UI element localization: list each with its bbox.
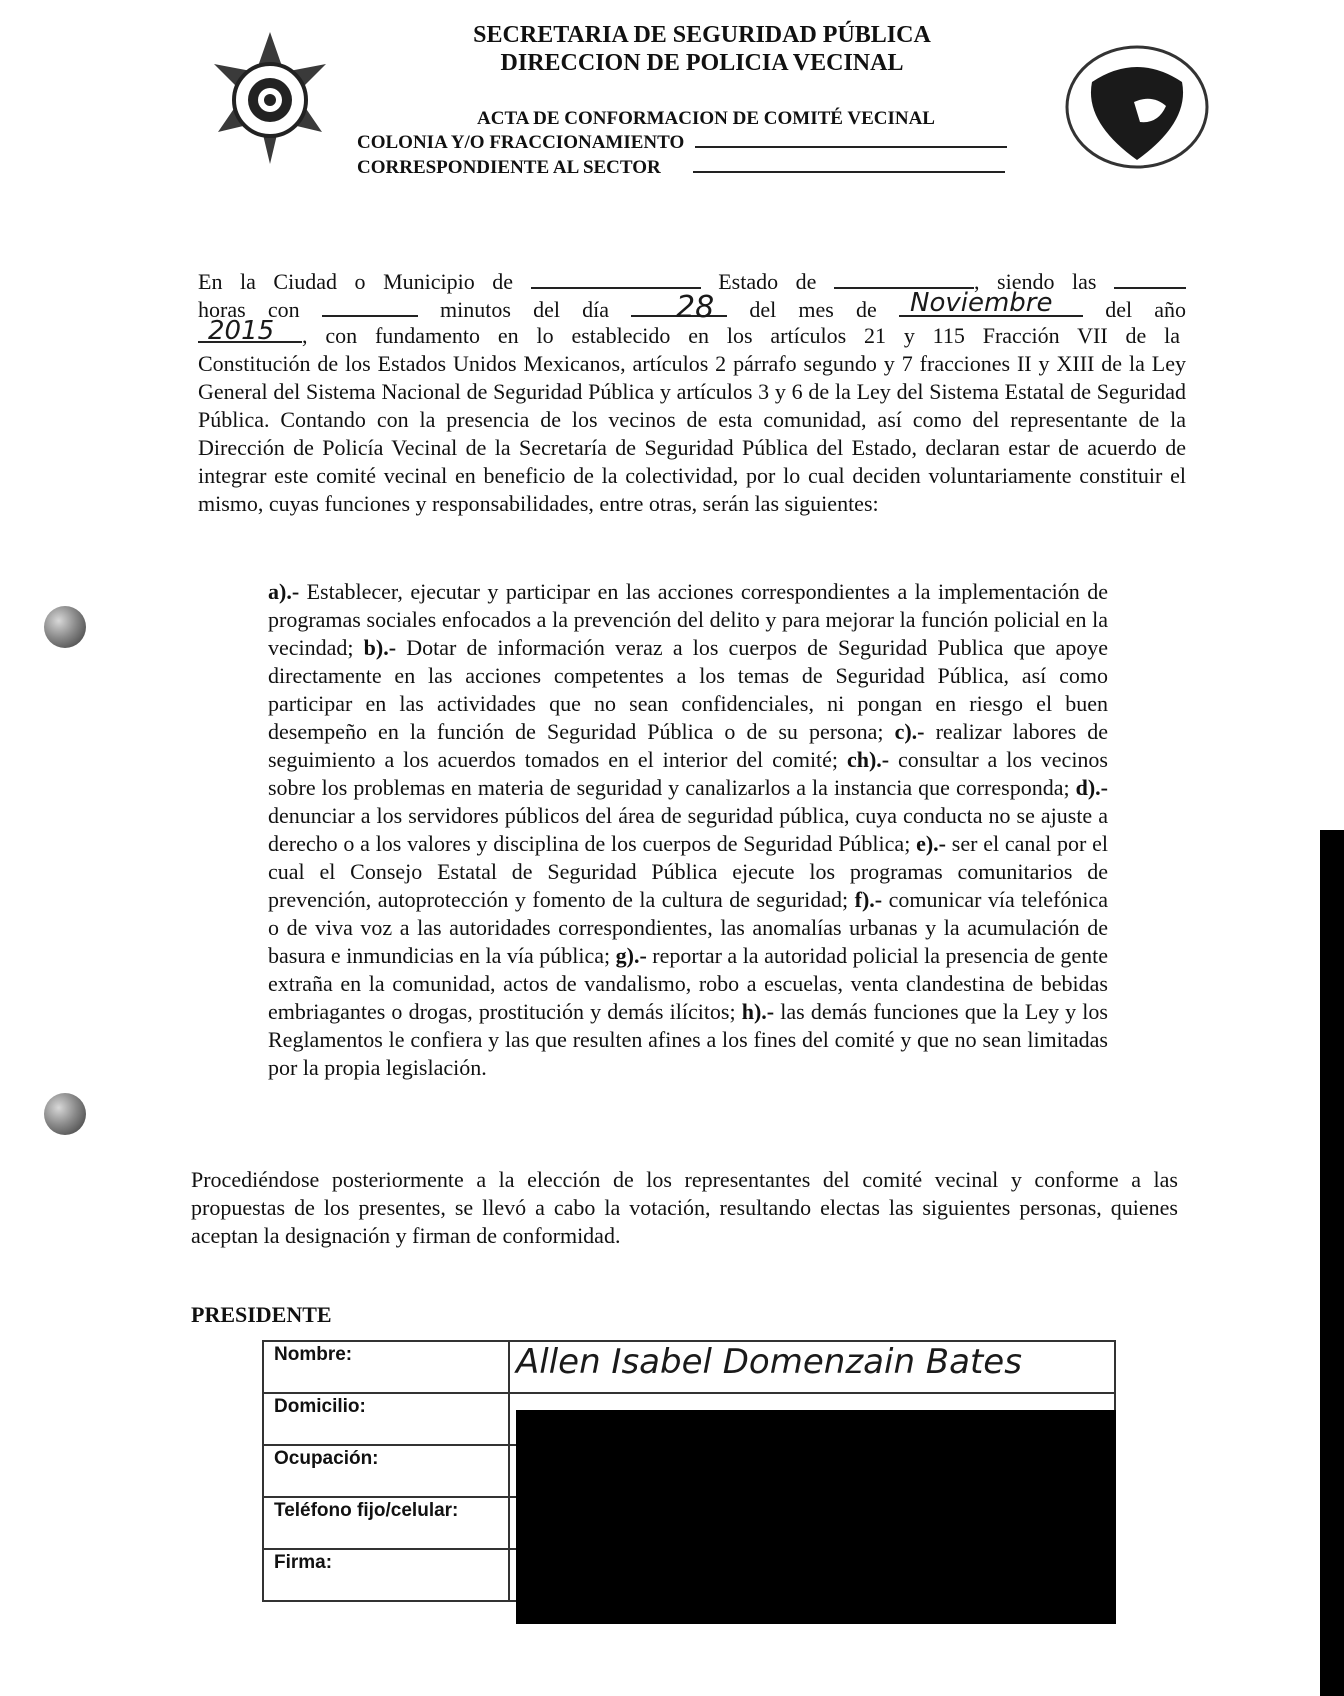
horas-field[interactable] — [1114, 287, 1186, 289]
municipio-field[interactable] — [531, 287, 701, 289]
functions-list — [268, 578, 1108, 1082]
function-d-label: d).- — [1075, 775, 1108, 800]
intro-text: En la Ciudad o Municipio de — [198, 269, 514, 294]
intro-text: minutos del día — [439, 297, 609, 322]
sector-row — [357, 157, 1005, 179]
header-title: SECRETARIA DE SEGURIDAD PÚBLICA — [473, 22, 931, 48]
function-a-label: a).- — [268, 579, 300, 604]
handwritten-dia: 28 — [676, 290, 715, 325]
function-ch-label: ch).- — [846, 747, 890, 772]
function-ch-text: consultar a los vecinos sobre los problemas en materia de seguridad y canalizarlos a la instancia que corresponda; — [268, 747, 1108, 800]
colonia-row — [357, 132, 1007, 154]
secretaria-seal-logo — [200, 28, 340, 168]
redaction-block — [516, 1410, 1116, 1624]
function-f-text: comunicar vía telefónica o de viva voz a las autoridades correspondientes, las anomalías urbanas y la acumulación de basura e inmundicias en la vía pública; — [268, 887, 1108, 968]
function-b-text: Dotar de información veraz a los cuerpos de Seguridad Publica que apoye directamente en las acciones competentes a los temas de Seguridad Pública, así como participar en las actividades que no sean confidenciales, ni pongan en riesgo el buen desempeño en la función de Seguridad Pública o de su persona; — [268, 635, 1108, 744]
ocupacion-label: Ocupación: — [263, 1445, 509, 1497]
closing-paragraph: Procediéndose posteriormente a la elección de los representantes del comité vecinal y conforme a las propuestas de los presentes, se llevó a cabo la votación, resultando electas las siguientes personas, quienes aceptan la designación y firman de conformidad. — [191, 1167, 1178, 1248]
function-c-text: realizar labores de seguimiento a los acuerdos tomados en el interior del comité; — [268, 719, 1109, 772]
firma-label: Firma: — [263, 1549, 509, 1601]
function-a-text: Establecer, ejecutar y participar en las acciones correspondientes a la implementación de programas sociales enfocados a la prevención del delito y para mejorar la función policial en la vecindad; — [268, 579, 1108, 660]
handwritten-anio: 2015 — [208, 316, 275, 346]
colonia-label: COLONIA Y/O FRACCIONAMIENTO — [357, 132, 685, 153]
intro-text: del mes de — [749, 297, 877, 322]
handwritten-mes: Noviembre — [910, 288, 1053, 318]
intro-line-3 — [198, 322, 1186, 350]
function-h-label: h).- — [741, 999, 775, 1024]
handwritten-nombre: Allen Isabel Domenzain Bates — [516, 1342, 1022, 1382]
intro-text: horas con — [198, 297, 300, 322]
function-g-label: g).- — [615, 943, 647, 968]
function-g-text: reportar a la autoridad policial la presencia de gente extraña en la comunidad, actos de vandalismo, robo a escuelas, venta clandestina de bebidas embriagantes o drogas, prostitución y demás ilícitos; — [268, 943, 1108, 1024]
acta-title: ACTA DE CONFORMACION DE COMITÉ VECINAL — [477, 108, 935, 129]
scan-edge-shadow — [1320, 830, 1344, 1696]
header-subtitle: DIRECCION DE POLICIA VECINAL — [500, 50, 904, 76]
punch-hole-top — [44, 606, 86, 648]
function-e-label: e).- — [916, 831, 946, 856]
function-c-label: c).- — [894, 719, 925, 744]
telefono-label: Teléfono fijo/celular: — [263, 1497, 509, 1549]
presidente-title: PRESIDENTE — [191, 1302, 332, 1327]
punch-hole-bottom — [44, 1093, 86, 1135]
colonia-field[interactable] — [695, 146, 1007, 148]
function-e-text: ser el canal por el cual el Consejo Estatal de Seguridad Pública ejecute los programas comunitarios de prevención, autoprotección y fomento de la cultura de seguridad; — [268, 831, 1108, 912]
function-b-label: b).- — [363, 635, 397, 660]
function-h-text: las demás funciones que la Ley y los Reglamentos le confiera y las que resulten afines a los fines del comité y que no sean limitadas por la propia legislación. — [268, 999, 1108, 1080]
intro-body: Constitución de los Estados Unidos Mexicanos, artículos 2 párrafo segundo y 7 fracciones II y XIII de la Ley General del Sistema Nacional de Seguridad Pública y artículos 3 y 6 de la Ley del Sistema Estatal de Seguridad Pública. Contando con la presencia de los vecinos de esta comunidad, así como del representante de la Dirección de Policía Vecinal de la Secretaría de Seguridad Pública del Estado, declaran estar de acuerdo de integrar este comité vecinal en beneficio de la colectividad, por lo cual deciden voluntariamente constituir el mismo, cuyas funciones y responsabilidades, entre otras, serán las siguientes: — [198, 351, 1186, 516]
sector-field[interactable] — [693, 171, 1005, 173]
intro-text: Estado de — [718, 269, 817, 294]
sector-label: CORRESPONDIENTE AL SECTOR — [357, 157, 661, 178]
function-f-label: f).- — [854, 887, 883, 912]
nombre-label: Nombre: — [263, 1341, 509, 1393]
domicilio-label: Domicilio: — [263, 1393, 509, 1445]
minutos-field[interactable] — [322, 315, 418, 317]
intro-text: del año — [1105, 297, 1187, 322]
intro-text: , siendo las — [973, 269, 1097, 294]
function-d-text: denunciar a los servidores públicos del área de seguridad pública, cuya conducta no se ajuste a derecho o a los valores y disciplina de los cuerpos de Seguridad Pública; — [268, 803, 1108, 856]
intro-text: , con fundamento en lo establecido en los artículos 21 y 115 Fracción VII de la — [302, 323, 1180, 348]
